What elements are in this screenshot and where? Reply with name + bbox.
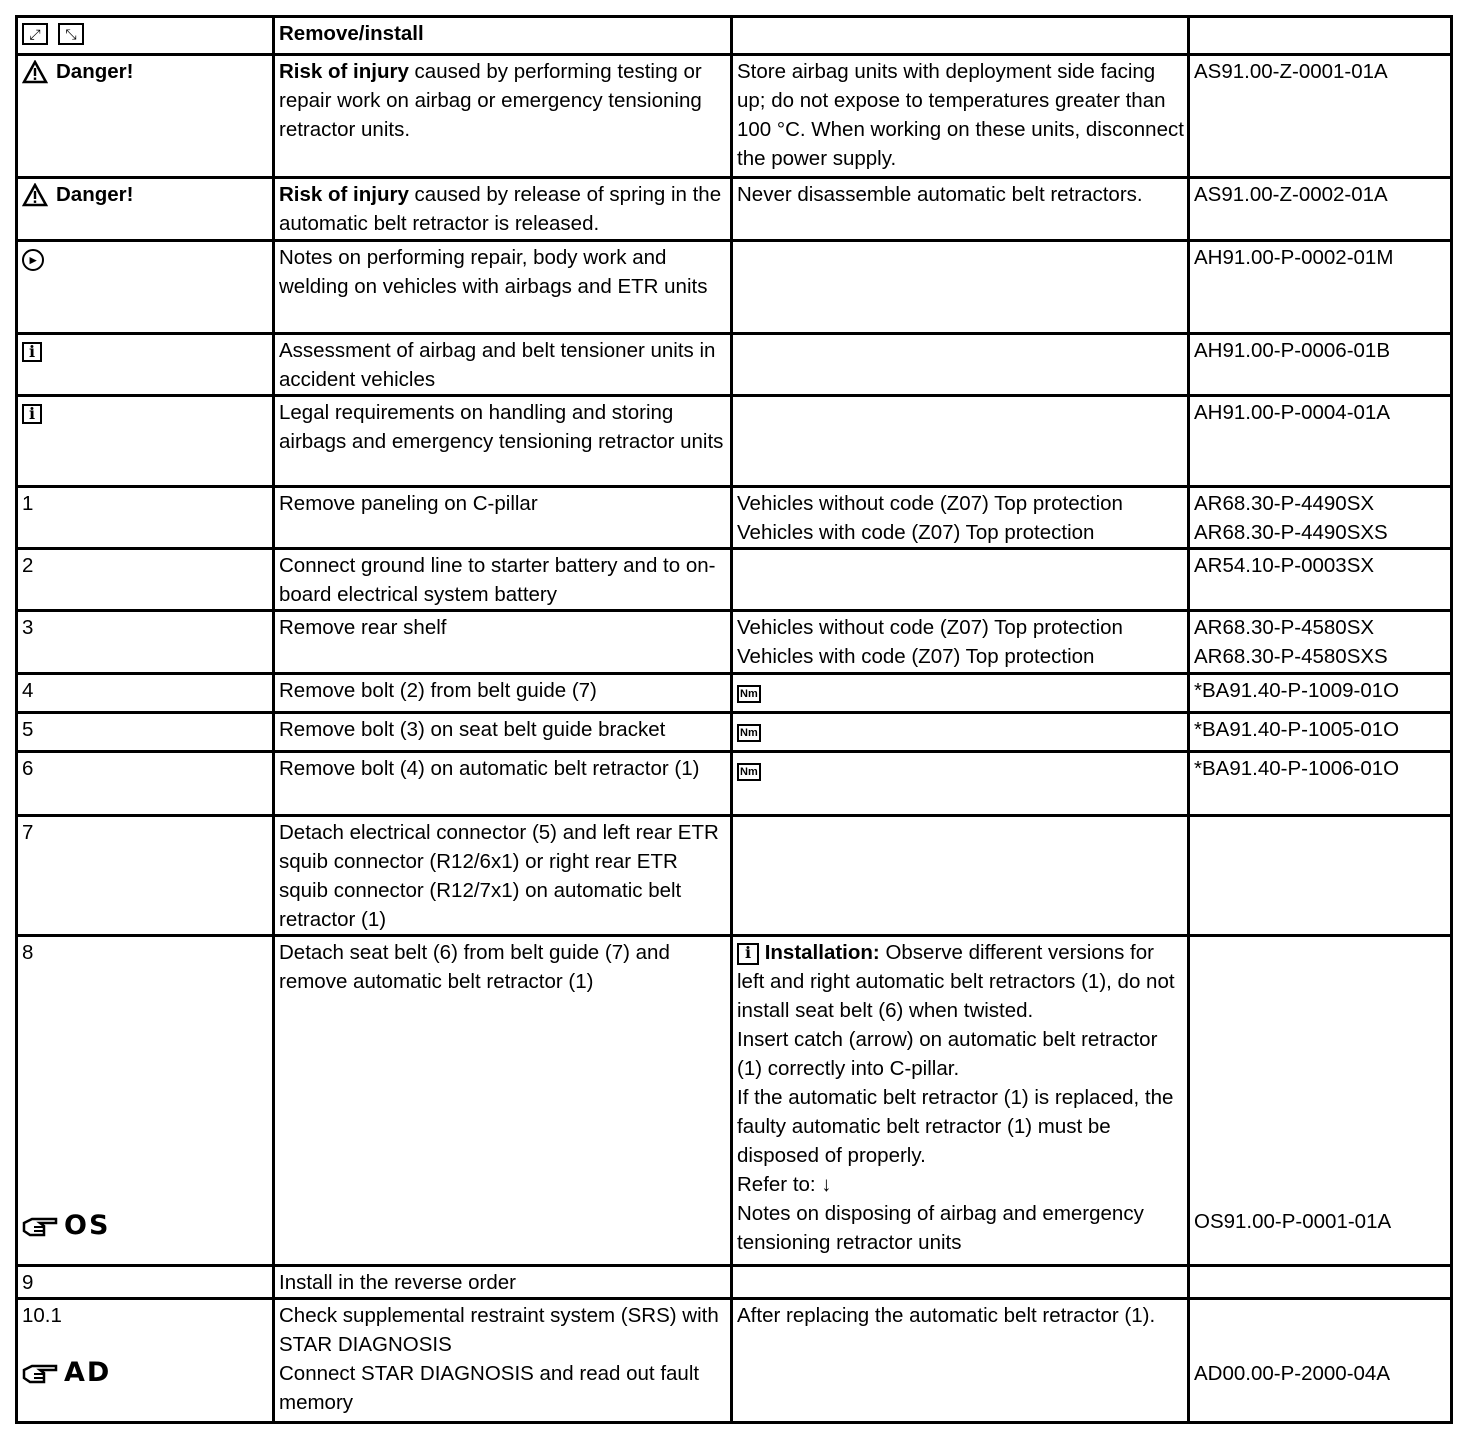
step-number: 6 — [17, 752, 274, 816]
risk-heading: Risk of injury — [279, 60, 409, 83]
info-icon: i — [737, 943, 759, 965]
risk-text: caused by release of spring in the automatic belt retractor is released. — [279, 183, 722, 235]
step-text: Remove bolt (4) on automatic belt retractor (1) — [274, 752, 732, 816]
warning-triangle-icon — [22, 60, 48, 84]
step-number: 8 — [22, 941, 34, 964]
danger-row — [17, 55, 1452, 178]
step-text: Connect ground line to starter battery and to on-board electrical system battery — [274, 549, 732, 611]
procedure-table — [15, 15, 1453, 1424]
step-number: 1 — [17, 487, 274, 549]
step-row — [17, 752, 1452, 816]
step-note: After replacing the automatic belt retractor (1). — [732, 1299, 1189, 1423]
step-text: Detach electrical connector (5) and left rear ETR squib connector (R12/6x1) or right rear ETR squib connector (R12/7x1) on automatic belt retractor (1) — [274, 816, 732, 936]
reference-link[interactable]: AH91.00-P-0002-01M — [1189, 241, 1452, 334]
step-row — [17, 549, 1452, 611]
reference-link[interactable]: AH91.00-P-0006-01B — [1189, 334, 1452, 396]
step-note: Vehicles without code (Z07) Top protection — [737, 616, 1123, 639]
reference-link[interactable]: *BA91.40-P-1006-01O — [1189, 752, 1452, 816]
collapse-arrows-icon: ⤡ — [58, 23, 84, 45]
note-text: Assessment of airbag and belt tensioner units in accident vehicles — [274, 334, 732, 396]
reference-link[interactable]: AR68.30-P-4580SXS — [1194, 645, 1388, 668]
step-number: 4 — [17, 674, 274, 713]
torque-icon[interactable]: Nm — [737, 763, 761, 781]
reference-link[interactable]: AR54.10-P-0003SX — [1189, 549, 1452, 611]
step-text: Detach seat belt (6) from belt guide (7) and remove automatic belt retractor (1) — [274, 936, 732, 1266]
step-text: Remove bolt (3) on seat belt guide bracket — [274, 713, 732, 752]
dispose-note: Notes on disposing of airbag and emergency tensioning retractor units — [737, 1202, 1144, 1254]
reference-link[interactable]: AR68.30-P-4490SX — [1194, 492, 1375, 515]
note-text: Notes on performing repair, body work and welding on vehicles with airbags and ETR units — [274, 241, 732, 334]
reference-link[interactable]: AS91.00-Z-0002-01A — [1189, 178, 1452, 241]
torque-icon[interactable]: Nm — [737, 685, 761, 703]
torque-icon[interactable]: Nm — [737, 724, 761, 742]
step-note: Vehicles without code (Z07) Top protection — [737, 492, 1123, 515]
info-icon: i — [22, 404, 42, 424]
step-row — [17, 816, 1452, 936]
reference-link[interactable]: *BA91.40-P-1005-01O — [1189, 713, 1452, 752]
risk-text: caused by performing testing or repair work on airbag or emergency tensioning retractor units. — [279, 60, 702, 141]
step-text: Check supplemental restraint system (SRS) with STAR DIAGNOSIS — [279, 1304, 719, 1356]
step-number: 7 — [17, 816, 274, 936]
pointing-hand-icon — [22, 1213, 58, 1239]
reference-link[interactable]: *BA91.40-P-1009-01O — [1189, 674, 1452, 713]
pointing-hand-icon — [22, 1360, 58, 1386]
step-note: Vehicles with code (Z07) Top protection — [737, 521, 1095, 544]
installation-label: Installation: — [764, 941, 880, 964]
step-row — [17, 674, 1452, 713]
os-reference-marker — [22, 1211, 110, 1240]
step-row — [17, 936, 1452, 1266]
step-text: Remove paneling on C-pillar — [274, 487, 732, 549]
step-text: Connect STAR DIAGNOSIS and read out fault memory — [279, 1362, 700, 1414]
step-number: 2 — [17, 549, 274, 611]
safety-measure: Store airbag units with deployment side facing up; do not expose to temperatures greater than 100 °C. When working on these units, disconnect the power supply. — [732, 55, 1189, 178]
note-row — [17, 241, 1452, 334]
step-number: 5 — [17, 713, 274, 752]
header-title: Remove/install — [274, 17, 732, 55]
refer-to-link[interactable]: Refer to: ↓ — [737, 1173, 832, 1196]
step-text: Remove bolt (2) from belt guide (7) — [274, 674, 732, 713]
note-row — [17, 396, 1452, 487]
info-icon: i — [22, 342, 42, 362]
step-number: 10.1 — [22, 1304, 62, 1327]
ad-reference-marker — [22, 1358, 111, 1387]
note-row — [17, 334, 1452, 396]
reference-link[interactable]: AS91.00-Z-0001-01A — [1189, 55, 1452, 178]
step-number: 3 — [17, 611, 274, 674]
danger-label: Danger! — [56, 183, 134, 206]
step-text: Install in the reverse order — [274, 1266, 732, 1299]
danger-row — [17, 178, 1452, 241]
step-number: 9 — [17, 1266, 274, 1299]
catch-note: Insert catch (arrow) on automatic belt retractor (1) correctly into C-pillar. — [737, 1028, 1158, 1080]
reference-link[interactable]: OS91.00-P-0001-01A — [1194, 1210, 1392, 1233]
note-text: Legal requirements on handling and storing airbags and emergency tensioning retractor units — [274, 396, 732, 487]
header-row — [17, 17, 1452, 55]
replace-note: If the automatic belt retractor (1) is replaced, the faulty automatic belt retractor (1) must be disposed of properly. — [737, 1086, 1174, 1167]
step-row — [17, 611, 1452, 674]
danger-label: Danger! — [56, 60, 134, 83]
step-row — [17, 1299, 1452, 1423]
reference-link[interactable]: AH91.00-P-0004-01A — [1189, 396, 1452, 487]
header-icons-cell — [17, 17, 274, 55]
os-label: OS — [64, 1210, 111, 1241]
step-text: Remove rear shelf — [274, 611, 732, 674]
reference-link[interactable]: AD00.00-P-2000-04A — [1194, 1362, 1391, 1385]
step-row — [17, 487, 1452, 549]
ad-label: AD — [64, 1357, 112, 1388]
installation-note — [737, 938, 1184, 1025]
reference-link[interactable]: AR68.30-P-4580SX — [1194, 616, 1375, 639]
installation-text: Observe different versions for left and right automatic belt retractors (1), do not install seat belt (6) when twisted. — [737, 941, 1175, 1022]
step-row — [17, 713, 1452, 752]
safety-measure: Never disassemble automatic belt retractors. — [732, 178, 1189, 241]
reference-link[interactable]: AR68.30-P-4490SXS — [1194, 521, 1388, 544]
note-circle-icon: ▸ — [22, 249, 44, 271]
risk-heading: Risk of injury — [279, 183, 409, 206]
expand-arrows-icon: ⤢ — [22, 23, 48, 45]
step-row — [17, 1266, 1452, 1299]
step-note: Vehicles with code (Z07) Top protection — [737, 645, 1095, 668]
warning-triangle-icon — [22, 183, 48, 207]
